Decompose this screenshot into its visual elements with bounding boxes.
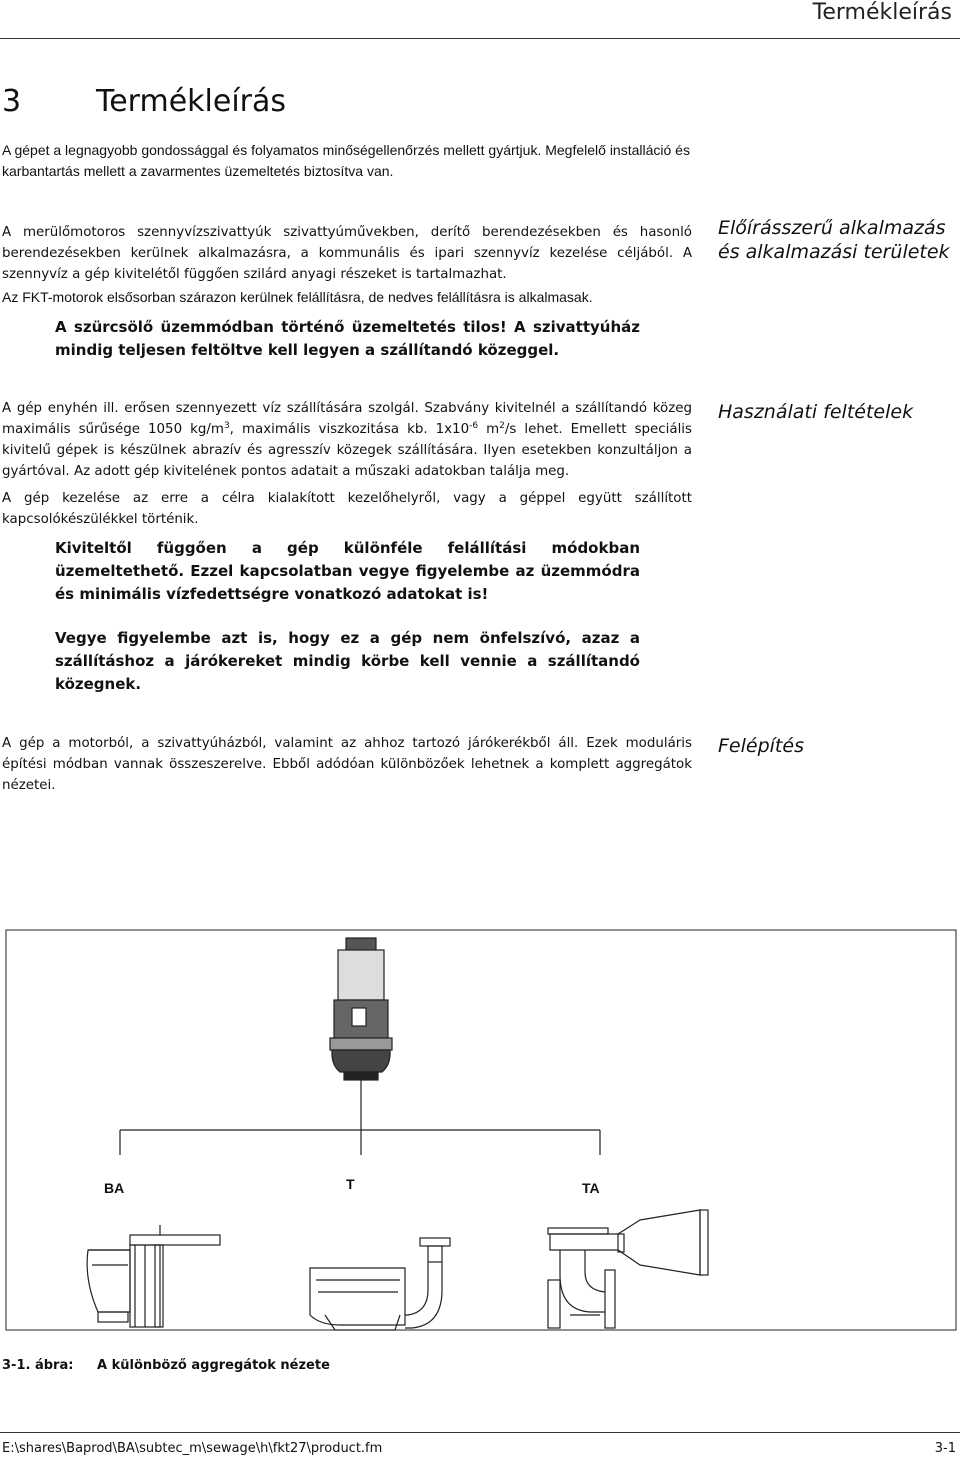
chapter-title: Termékleírás (96, 84, 287, 119)
ta-pump-illustration (548, 1210, 708, 1328)
section1-paragraph1: A merülőmotoros szennyvízszivattyúk szivattyúművekben, derítő berendezésekben és hasonló berendezésekben kerülnek alkalmazásra, a kommunális és ipari szennyvíz kezelése céljából. A szennyvíz a gép kivitelétől függően szilárd anyagi részeket is tartalmazhat. (2, 225, 692, 282)
section1-warning: A szürcsölő üzemmódban történő üzemeltetés tilos! A szivattyúház mindig teljesen feltöltve kell legyen a szállítandó közeggel. (55, 318, 640, 359)
motor-illustration (330, 938, 392, 1080)
section1-side-heading: Előírásszerű alkalmazás és alkalmazási területek (718, 217, 950, 263)
chapter-number: 3 (2, 84, 22, 119)
section2-side-heading: Használati feltételek (718, 401, 914, 423)
t-pump-illustration (310, 1238, 450, 1330)
footer-page-number: 3-1 (934, 1441, 956, 1456)
section3-side-heading: Felépítés (718, 735, 804, 757)
footer-file-path: E:\shares\Baprod\BA\subtec_m\sewage\h\fkt27\product.fm (2, 1441, 383, 1456)
section2-paragraph1: A gép enyhén ill. erősen szennyezett víz szállítására szolgál. Szabvány kivitelnél a szállítandó közeg maximális sűrűsége 1050 $kg/m^3$, maximális viszkozitása kb. $1x10^{-6}$ $m^2/s$ lehet. Emellett speciális kivitelű gépek is készülnek abrazív és agresszív közegek szállítására. Ilyen esetekben konzultáljon a gyártóval. Az adott gép kivitelének pontos adatait a műszaki adatokban találja meg. (2, 401, 692, 479)
figure-caption-number: 3-1. ábra: (2, 1358, 74, 1373)
section2-warning2: Vegye figyelembe azt is, hogy ez a gép nem önfelszívó, azaz a szállításhoz a járókereket mindig körbe kell vennie a szállítandó közegnek. (55, 629, 640, 693)
intro-paragraph: A gépet a legnagyobb gondossággal és folyamatos minőségellenőrzés mellett gyártjuk. Megfelelő installáció és karbantartás mellett a zavarmentes üzemeltetés biztosítva van. (2, 142, 690, 179)
figure-caption-text: A különböző aggregátok nézete (97, 1358, 330, 1373)
figure-label-t: T (346, 1176, 355, 1192)
aggregates-figure (0, 920, 960, 1340)
ba-pump-illustration (87, 1225, 220, 1327)
figure-label-ta: TA (582, 1180, 600, 1196)
section2-warning1: Kiviteltől függően a gép különféle felállítási módokban üzemeltethető. Ezzel kapcsolatban vegye figyelembe az üzemmódra és minimális vízfedettségre vonatkozó adatokat is! (55, 539, 640, 603)
section1-paragraph2: Az FKT-motorok elsősorban szárazon kerülnek felállításra, de nedves felállításra is alkalmasak. (2, 289, 593, 305)
chapter-heading (2, 84, 286, 119)
figure-label-ba: BA (104, 1180, 125, 1196)
section2-paragraph2: A gép kezelése az erre a célra kialakított kezelőhelyről, vagy a géppel együtt szállított kapcsolókészülékkel történik. (2, 491, 692, 527)
footer-divider (0, 1432, 960, 1433)
section3-paragraph1: A gép a motorból, a szivattyúházból, valamint az ahhoz tartozó járókerékből áll. Ezek moduláris építési módban vannak összeszerelve. Ebből adódóan különbözőek lehetnek a komplett aggregátok nézetei. (2, 736, 692, 793)
running-header-title: Termékleírás (812, 0, 952, 25)
header-divider (0, 38, 960, 39)
